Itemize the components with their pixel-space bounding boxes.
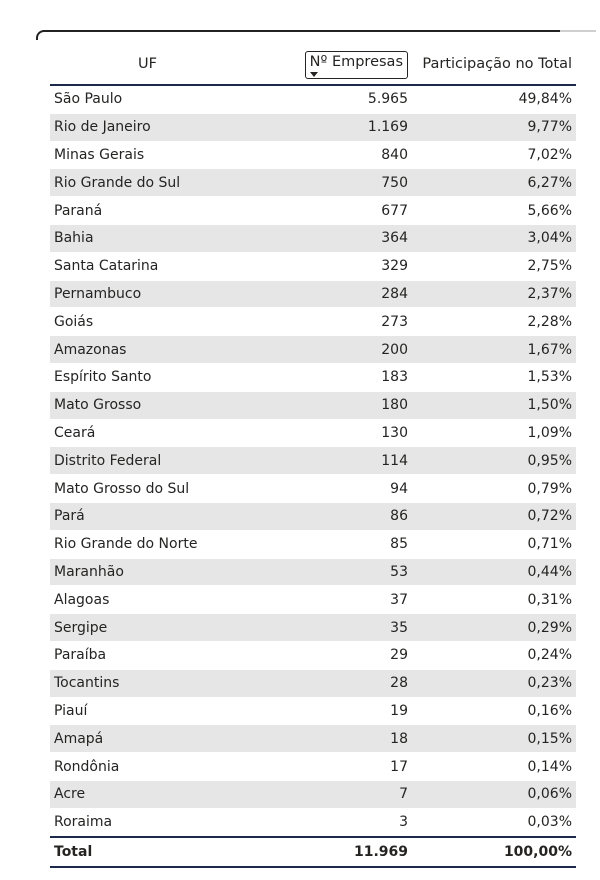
table-row[interactable]: [50, 336, 576, 364]
cell-uf: Distrito Federal: [50, 447, 245, 475]
table-row[interactable]: [50, 780, 576, 808]
cell-uf: São Paulo: [50, 85, 245, 113]
table-row[interactable]: [50, 252, 576, 280]
table-row[interactable]: [50, 280, 576, 308]
total-participacao: 100,00%: [408, 837, 576, 867]
cell-uf: Paraná: [50, 197, 245, 225]
table-row[interactable]: [50, 502, 576, 530]
cell-participacao: 0,23%: [408, 669, 576, 697]
cell-participacao: 0,03%: [408, 808, 576, 836]
cell-uf: Rio Grande do Sul: [50, 169, 245, 197]
cell-participacao: 3,04%: [408, 224, 576, 252]
table-row[interactable]: [50, 475, 576, 503]
cell-participacao: 1,09%: [408, 419, 576, 447]
table-row[interactable]: [50, 808, 576, 836]
cell-empresas: 364: [245, 224, 408, 252]
cell-uf: Sergipe: [50, 614, 245, 642]
cell-uf: Tocantins: [50, 669, 245, 697]
table-row[interactable]: [50, 224, 576, 252]
cell-participacao: 7,02%: [408, 141, 576, 169]
cell-uf: Piauí: [50, 697, 245, 725]
cell-empresas: 1.169: [245, 113, 408, 141]
cell-empresas: 3: [245, 808, 408, 836]
cell-participacao: 0,16%: [408, 697, 576, 725]
cell-participacao: 0,15%: [408, 725, 576, 753]
table-row[interactable]: [50, 641, 576, 669]
cell-uf: Maranhão: [50, 558, 245, 586]
cell-empresas: 35: [245, 614, 408, 642]
cell-empresas: 750: [245, 169, 408, 197]
cell-participacao: 0,14%: [408, 753, 576, 781]
visual-border-tail: [560, 30, 596, 32]
cell-uf: Goiás: [50, 308, 245, 336]
cell-empresas: 94: [245, 475, 408, 503]
cell-participacao: 0,44%: [408, 558, 576, 586]
sorted-column-header-box[interactable]: [305, 51, 408, 79]
cell-empresas: 840: [245, 141, 408, 169]
table-row[interactable]: [50, 530, 576, 558]
cell-empresas: 200: [245, 336, 408, 364]
cell-uf: Rio Grande do Norte: [50, 530, 245, 558]
cell-participacao: 1,53%: [408, 363, 576, 391]
table-row[interactable]: [50, 447, 576, 475]
table-row[interactable]: [50, 391, 576, 419]
table-row[interactable]: [50, 558, 576, 586]
cell-participacao: 49,84%: [408, 85, 576, 113]
cell-empresas: 17: [245, 753, 408, 781]
table-row[interactable]: [50, 725, 576, 753]
cell-uf: Pernambuco: [50, 280, 245, 308]
uf-companies-table: [50, 44, 576, 868]
cell-participacao: 9,77%: [408, 113, 576, 141]
cell-empresas: 37: [245, 586, 408, 614]
table-row[interactable]: [50, 614, 576, 642]
column-header-participacao[interactable]: [408, 44, 576, 85]
table-row[interactable]: [50, 169, 576, 197]
total-label: Total: [50, 837, 245, 867]
cell-uf: Rio de Janeiro: [50, 113, 245, 141]
cell-uf: Espírito Santo: [50, 363, 245, 391]
cell-empresas: 7: [245, 780, 408, 808]
cell-participacao: 2,28%: [408, 308, 576, 336]
cell-uf: Minas Gerais: [50, 141, 245, 169]
cell-empresas: 329: [245, 252, 408, 280]
cell-empresas: 19: [245, 697, 408, 725]
cell-empresas: 284: [245, 280, 408, 308]
cell-uf: Ceará: [50, 419, 245, 447]
cell-uf: Pará: [50, 502, 245, 530]
cell-uf: Paraíba: [50, 641, 245, 669]
cell-empresas: 677: [245, 197, 408, 225]
cell-uf: Mato Grosso do Sul: [50, 475, 245, 503]
cell-empresas: 130: [245, 419, 408, 447]
cell-participacao: 0,24%: [408, 641, 576, 669]
table-row[interactable]: [50, 308, 576, 336]
table-header-row: [50, 44, 576, 85]
cell-participacao: 1,67%: [408, 336, 576, 364]
cell-participacao: 0,71%: [408, 530, 576, 558]
cell-empresas: 29: [245, 641, 408, 669]
cell-participacao: 0,79%: [408, 475, 576, 503]
table-body: [50, 85, 576, 837]
visual-border: [36, 30, 562, 40]
table-row[interactable]: [50, 419, 576, 447]
total-empresas: 11.969: [245, 837, 408, 867]
cell-participacao: 0,72%: [408, 502, 576, 530]
column-header-uf-label: UF: [138, 56, 157, 72]
cell-uf: Roraima: [50, 808, 245, 836]
cell-uf: Bahia: [50, 224, 245, 252]
cell-participacao: 6,27%: [408, 169, 576, 197]
cell-empresas: 183: [245, 363, 408, 391]
cell-empresas: 86: [245, 502, 408, 530]
cell-empresas: 53: [245, 558, 408, 586]
cell-uf: Amazonas: [50, 336, 245, 364]
sort-descending-caret-icon: [310, 72, 318, 77]
column-header-empresas[interactable]: [245, 44, 408, 85]
cell-participacao: 1,50%: [408, 391, 576, 419]
cell-uf: Alagoas: [50, 586, 245, 614]
cell-empresas: 28: [245, 669, 408, 697]
cell-empresas: 273: [245, 308, 408, 336]
table-total-row: [50, 837, 576, 867]
cell-empresas: 180: [245, 391, 408, 419]
cell-uf: Santa Catarina: [50, 252, 245, 280]
cell-participacao: 0,31%: [408, 586, 576, 614]
table-row[interactable]: [50, 197, 576, 225]
cell-uf: Acre: [50, 780, 245, 808]
cell-uf: Amapá: [50, 725, 245, 753]
cell-uf: Mato Grosso: [50, 391, 245, 419]
table-row[interactable]: [50, 141, 576, 169]
cell-participacao: 2,37%: [408, 280, 576, 308]
table-row[interactable]: [50, 113, 576, 141]
table-row[interactable]: [50, 753, 576, 781]
column-header-uf[interactable]: [50, 44, 245, 85]
cell-empresas: 5.965: [245, 85, 408, 113]
column-header-participacao-label: Participação no Total: [422, 56, 572, 72]
cell-participacao: 0,29%: [408, 614, 576, 642]
cell-participacao: 0,06%: [408, 780, 576, 808]
cell-empresas: 114: [245, 447, 408, 475]
cell-uf: Rondônia: [50, 753, 245, 781]
table-row[interactable]: [50, 669, 576, 697]
cell-participacao: 5,66%: [408, 197, 576, 225]
table-row[interactable]: [50, 586, 576, 614]
table-row[interactable]: [50, 697, 576, 725]
column-header-empresas-label: Nº Empresas: [309, 54, 403, 70]
cell-empresas: 18: [245, 725, 408, 753]
table-visual: [36, 30, 596, 860]
cell-empresas: 85: [245, 530, 408, 558]
cell-participacao: 0,95%: [408, 447, 576, 475]
table-row[interactable]: [50, 85, 576, 113]
cell-participacao: 2,75%: [408, 252, 576, 280]
table-row[interactable]: [50, 363, 576, 391]
